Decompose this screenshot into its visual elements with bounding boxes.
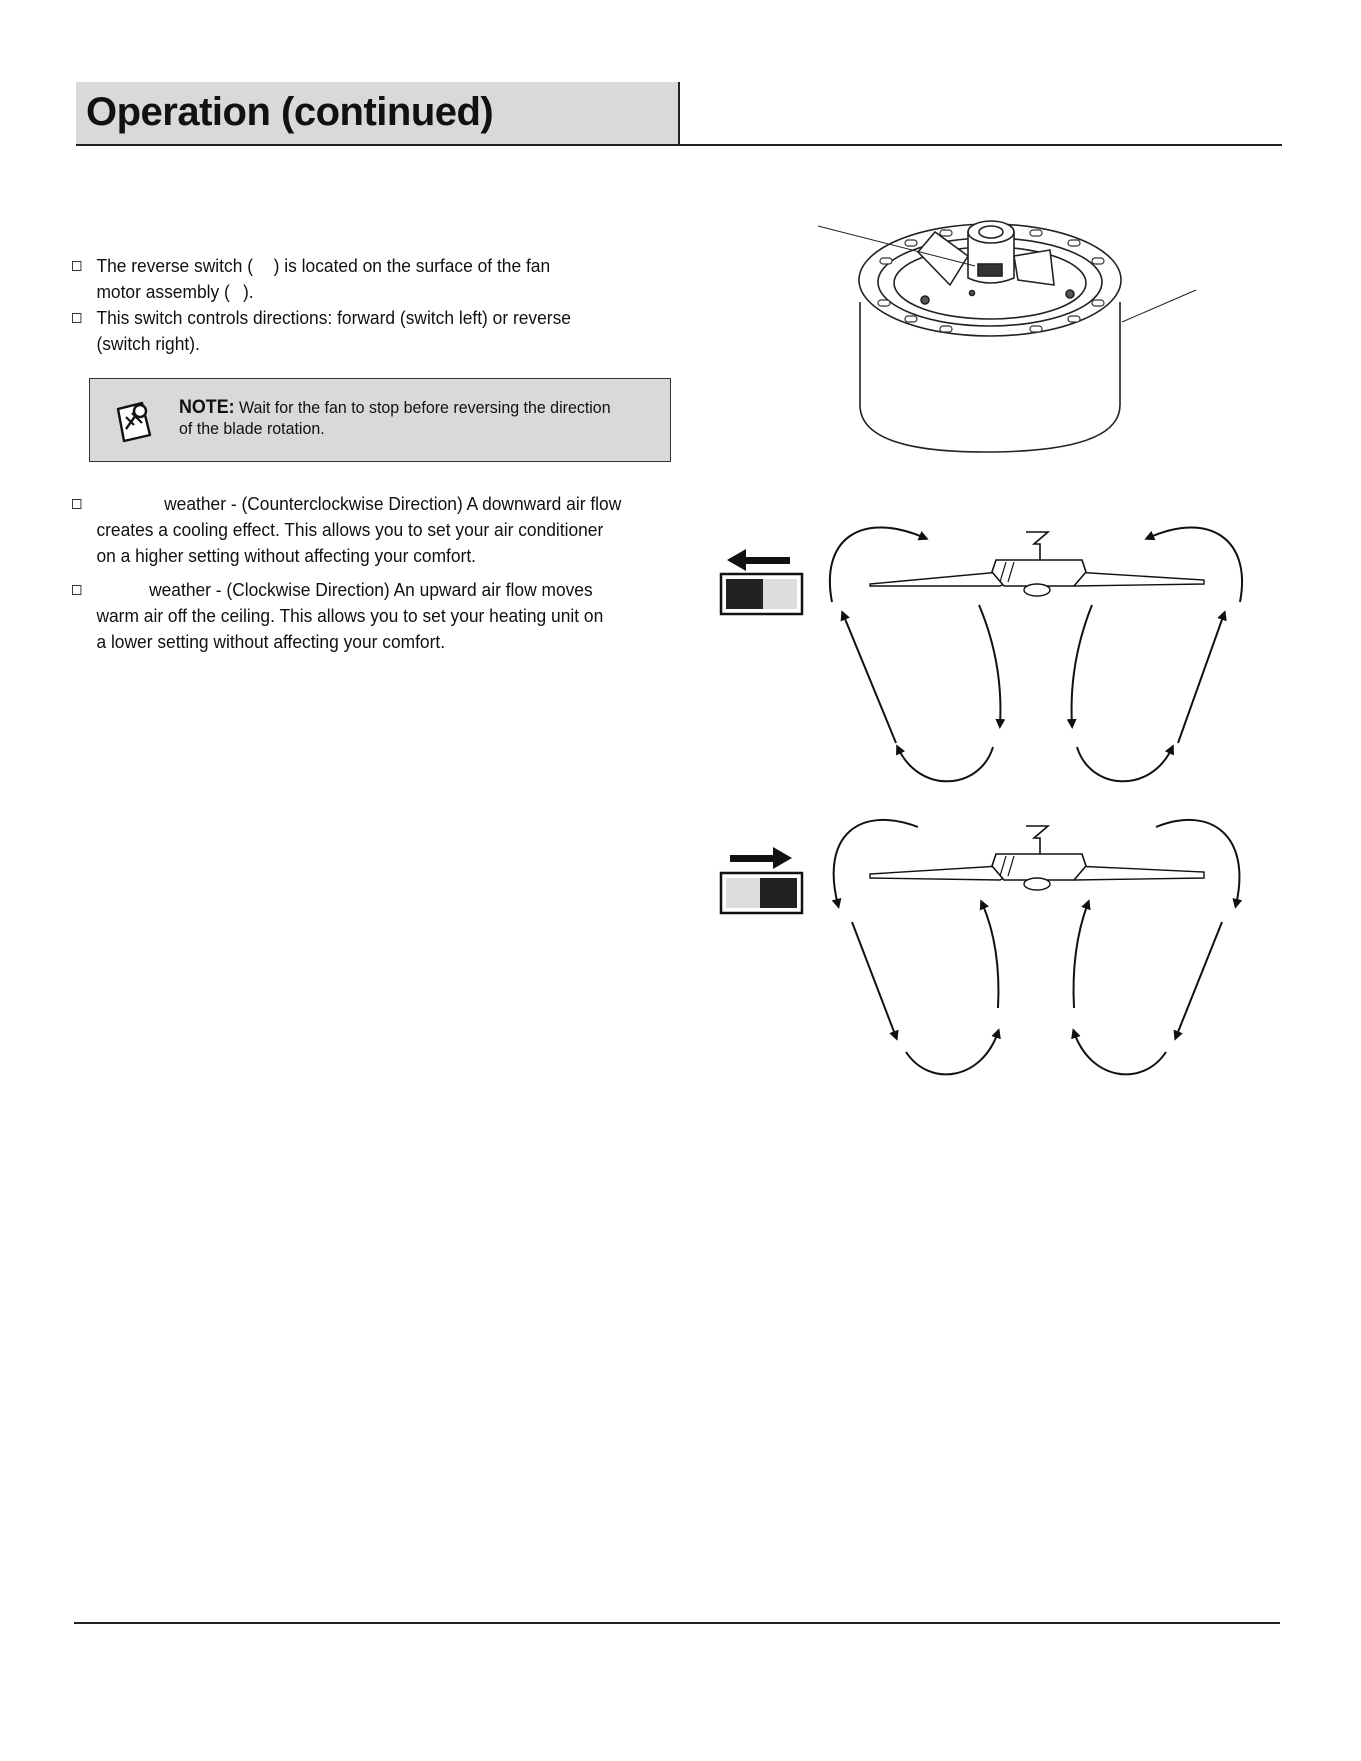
bullet-reverse-switch: The reverse switch ( ) is located on the surface of the fan motor assembly ( ). — [72, 253, 655, 305]
footer-rule — [74, 1622, 1280, 1624]
fan-motor-assembly-drawing — [818, 221, 1196, 452]
fan-airflow-upward — [834, 820, 1240, 1074]
switch-left-icon — [721, 574, 802, 614]
arrow-left-icon — [727, 549, 790, 571]
bullet-cool-weather: weather - (Clockwise Direction) An upward air flow moves warm air off the ceiling. This allows you to set your heating unit on a lower setting without affecting your comfort. — [72, 577, 655, 655]
switch-left-diagram — [721, 549, 802, 614]
bullet-switch-directions: This switch controls directions: forward (switch left) or reverse (switch right). — [72, 305, 655, 357]
switch-right-diagram — [721, 847, 802, 913]
fan-airflow-downward — [830, 527, 1242, 781]
page-title: Operation (continued) — [86, 90, 494, 134]
note-text: NOTE: Wait for the fan to stop before reversing the direction of the blade rotation. — [179, 397, 611, 438]
bullet-warm-weather: weather - (Counterclockwise Direction) A downward air flow creates a cooling effect. This allows you to set your air conditioner on a higher setting without affecting your comfort. — [72, 491, 655, 569]
switch-right-icon — [721, 873, 802, 913]
arrow-right-icon — [730, 847, 792, 869]
